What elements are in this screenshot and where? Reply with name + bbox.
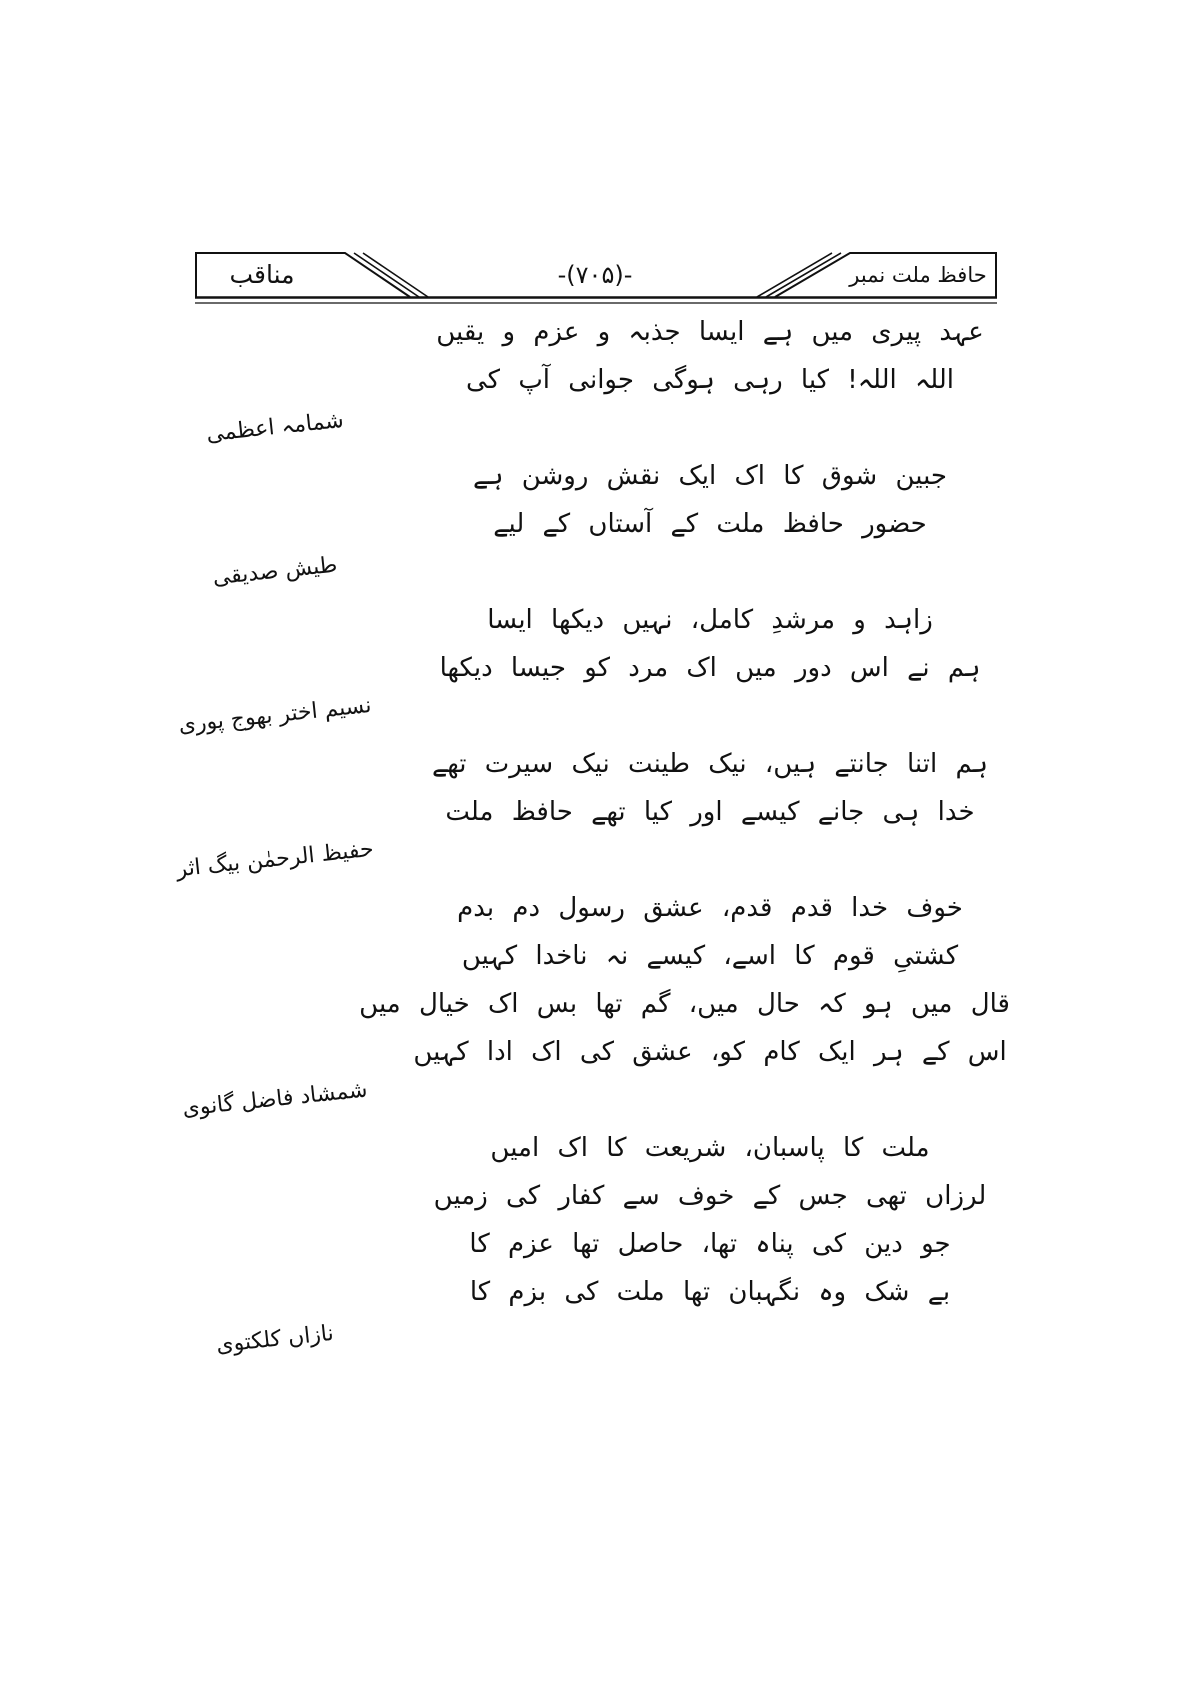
verse-line: حضور حافظ ملت کے آستاں کے لیے [493,509,927,539]
verse-line: عہد پیری میں ہے ایسا جذبہ و عزم و یقیں [436,317,984,347]
verse-line: لرزاں تھی جس کے خوف سے کفار کی زمیں [433,1181,987,1211]
section-title: مناقب [229,260,295,289]
verse-line: خوف خدا قدم قدم، عشق رسول دم بدم [457,893,963,923]
verse-line: خدا ہی جانے کیسے اور کیا تھے حافظ ملت [445,797,975,827]
verse-line: ہم نے اس دور میں اک مرد کو جیسا دیکھا [439,653,981,683]
stanza [0,740,1190,884]
poet-name: حفیظ الرحمٰن بیگ اثر [175,836,375,883]
edition-title: حافظ ملت نمبر [849,263,987,287]
page-header [195,250,997,310]
verse-line: بے شک وہ نگہبان تھا ملت کی بزم کا [469,1277,951,1307]
poet-name: نازاں کلکتوی [215,1320,335,1359]
verse-line: ملت کا پاسبان، شریعت کا اک امیں [490,1133,930,1163]
verse-line: کشتیِ قوم کا اسے، کیسے نہ ناخدا کہیں [461,941,959,971]
verse-line: اللہ اللہ! کیا رہی ہوگی جوانی آپ کی [466,365,954,395]
verse-line: قال میں ہو کہ حال میں، گم تھا بس اک خیال میں [359,989,1010,1019]
poet-name: طیش صدیقی [211,552,339,591]
stanza [0,452,1190,596]
stanza [0,1124,1190,1364]
verse-line: اس کے ہر ایک کام کو، عشق کی اک ادا کہیں [413,1037,1007,1067]
verse-line: ہم اتنا جانتے ہیں، نیک طینت نیک سیرت تھے [432,749,988,779]
stanza [0,884,1190,1124]
verse-line: جبین شوق کا اک ایک نقش روشن ہے [472,461,947,491]
verse-line: زاہد و مرشدِ کامل، نہیں دیکھا ایسا [487,605,933,635]
stanza [0,308,1190,452]
page-number: -(۷۰۵)- [557,261,633,289]
poet-name: شمشاد فاضل گانوی [181,1077,369,1122]
poems-content [0,308,1190,1364]
poet-name: نسیم اختر بھوج پوری [177,692,373,739]
poet-name: شمامہ اعظمی [205,407,345,448]
verse-line: جو دین کی پناہ تھا، حاصل تھا عزم کا [469,1229,951,1259]
stanza [0,596,1190,740]
